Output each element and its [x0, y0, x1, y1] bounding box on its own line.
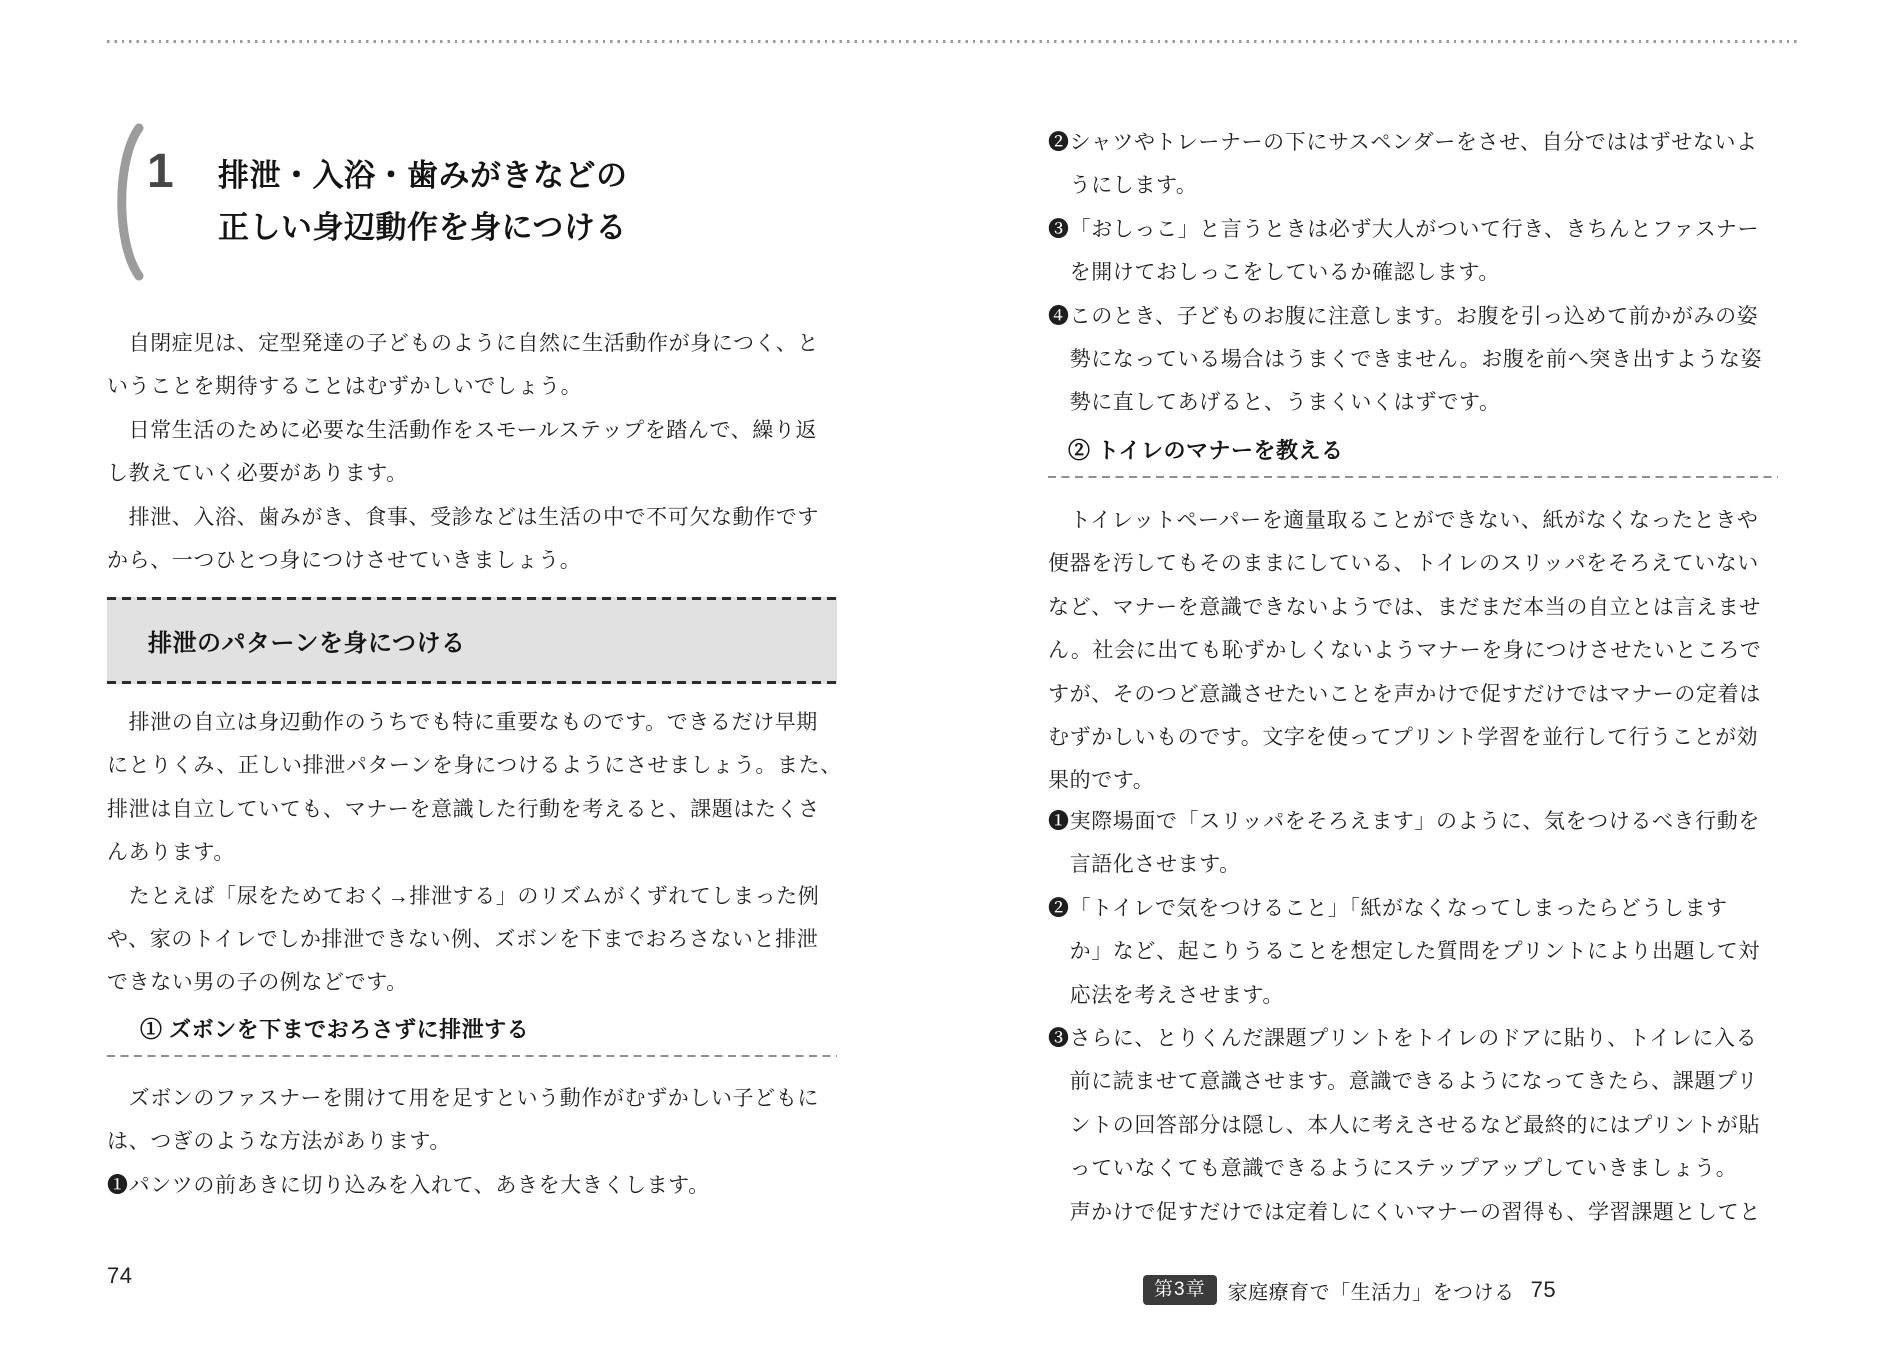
text-line: 勢になっている場合はうまくできません。お腹を前へ突き出すような姿 — [1048, 348, 1763, 372]
text-line: 言語化させます。 — [1048, 853, 1241, 877]
section-bracket-decoration — [108, 122, 146, 282]
text-line: 前に読ませて意識させます。意識できるようになってきたら、課題プリ — [1048, 1070, 1759, 1094]
text-line: トイレットペーパーを適量取ることができない、紙がなくなったときや — [1048, 509, 1759, 532]
dashed-divider — [107, 1055, 837, 1057]
dashed-divider — [1048, 476, 1778, 478]
text-line: にとりくみ、正しい排泄パターンを身につけるようにさせましょう。また、 — [107, 754, 842, 778]
text-line: は、つぎのような方法があります。 — [107, 1130, 451, 1154]
steps-list-bottom — [1048, 800, 1761, 1234]
page-number-left: 74 — [107, 1263, 133, 1288]
subheading-2: ② トイレのマナーを教える — [1068, 438, 1344, 463]
text-line: いうことを期待することはむずかしいでしょう。 — [107, 375, 583, 399]
page-number-right: 75 — [1530, 1277, 1557, 1302]
text-line: から、一つひとつ身につけさせていきましょう。 — [107, 549, 582, 573]
text-line: 応法を考えさせます。 — [1048, 983, 1284, 1007]
text-line: ❷シャツやトレーナーの下にサスペンダーをさせ、自分でははずせないよ — [1048, 131, 1758, 154]
body-paragraph-right — [1048, 499, 1761, 803]
text-line: 排泄、入浴、歯みがき、食事、受診などは生活の中で不可欠な動作です — [107, 505, 819, 529]
text-line: ❶パンツの前あきに切り込みを入れて、あきを大きくします。 — [107, 1173, 710, 1197]
text-line: 勢に直してあげると、うまくいくはずです。 — [1048, 391, 1501, 415]
highlight-box-heading: 排泄のパターンを身につける — [148, 630, 466, 657]
text-line: ❹このとき、子どものお腹に注意します。お腹を引っ込めて前かがみの姿 — [1048, 304, 1759, 328]
highlight-box — [107, 597, 837, 684]
text-line: 排泄・入浴・歯みがきなどの — [218, 158, 628, 193]
text-line: ズボンのファスナーを開けて用を足すという動作がむずかしい子どもに — [107, 1087, 819, 1110]
text-line: たとえば「尿をためておく→排泄する」のリズムがくずれてしまった例 — [107, 884, 820, 908]
text-line: を開けておしっこをしているか確認します。 — [1048, 261, 1500, 285]
text-line: んあります。 — [107, 841, 235, 865]
chapter-badge: 第3章 — [1143, 1275, 1217, 1305]
text-line: 声かけで促すだけでは定着しにくいマナーの習得も、学習課題としてと — [1048, 1200, 1761, 1224]
text-line: っていなくても意識できるようにステップアップしていきましょう。 — [1048, 1157, 1738, 1181]
subheading-1: ① ズボンを下までおろさずに排泄する — [140, 1017, 530, 1042]
text-line: ❸「おしっこ」と言うときは必ず大人がついて行き、きちんとファスナー — [1048, 217, 1760, 241]
text-line: ❷「トイレで気をつけること」「紙がなくなってしまったらどうします — [1048, 896, 1728, 920]
text-line: 便器を汚してもそのままにしている、トイレのスリッパをそろえていない — [1048, 552, 1759, 576]
text-line: ントの回答部分は隠し、本人に考えさせるなど最終的にはプリントが貼 — [1048, 1113, 1760, 1137]
section-number: 1 — [147, 145, 174, 198]
subheading-block-1 — [107, 1016, 837, 1057]
method-paragraph — [107, 1077, 819, 1207]
text-line: うにします。 — [1048, 174, 1198, 198]
text-line: 排泄の自立は身辺動作のうちでも特に重要なものです。できるだけ早期 — [107, 711, 818, 734]
text-line: 日常生活のために必要な生活動作をスモールステップを踏んで、繰り返 — [107, 418, 818, 442]
chapter-title: 家庭療育で「生活力」をつける — [1227, 1281, 1515, 1304]
text-line: ❶実際場面で「スリッパをそろえます」のように、気をつけるべき行動を — [1048, 810, 1760, 833]
text-line: ん。社会に出ても恥ずかしくないようマナーを身につけさせたいところで — [1048, 639, 1762, 663]
steps-list-top — [1048, 121, 1762, 425]
text-line: など、マナーを意識できないようでは、まだまだ本当の自立とは言えませ — [1048, 595, 1761, 619]
text-line: 排泄は自立していても、マナーを意識した行動を考えると、課題はたくさ — [107, 797, 820, 821]
text-line: 果的です。 — [1048, 769, 1155, 793]
text-line: むずかしいものです。文字を使ってプリント学習を並行して行うことが効 — [1048, 726, 1759, 750]
text-line: か」など、起こりうることを想定した質問をプリントにより出題して対 — [1048, 940, 1760, 964]
subheading-block-2 — [1048, 437, 1778, 478]
text-line: ❸さらに、とりくんだ課題プリントをトイレのドアに貼り、トイレに入る — [1048, 1027, 1758, 1051]
top-dotted-rule — [107, 40, 1797, 43]
text-line: や、家のトイレでしか排泄できない例、ズボンを下までおろさないと排泄 — [107, 928, 819, 952]
page-footer — [1143, 1275, 1556, 1305]
text-line: 正しい身辺動作を身につける — [218, 210, 627, 245]
text-line: 自閉症児は、定型発達の子どものように自然に生活動作が身につく、と — [107, 332, 819, 355]
intro-paragraph — [107, 322, 819, 582]
text-line: し教えていく必要があります。 — [107, 462, 408, 486]
text-line: すが、そのつど意識させたいことを声かけで促すだけではマナーの定着は — [1048, 682, 1761, 706]
body-paragraph-left — [107, 701, 842, 1005]
section-title — [218, 150, 628, 254]
text-line: できない男の子の例などです。 — [107, 971, 408, 995]
